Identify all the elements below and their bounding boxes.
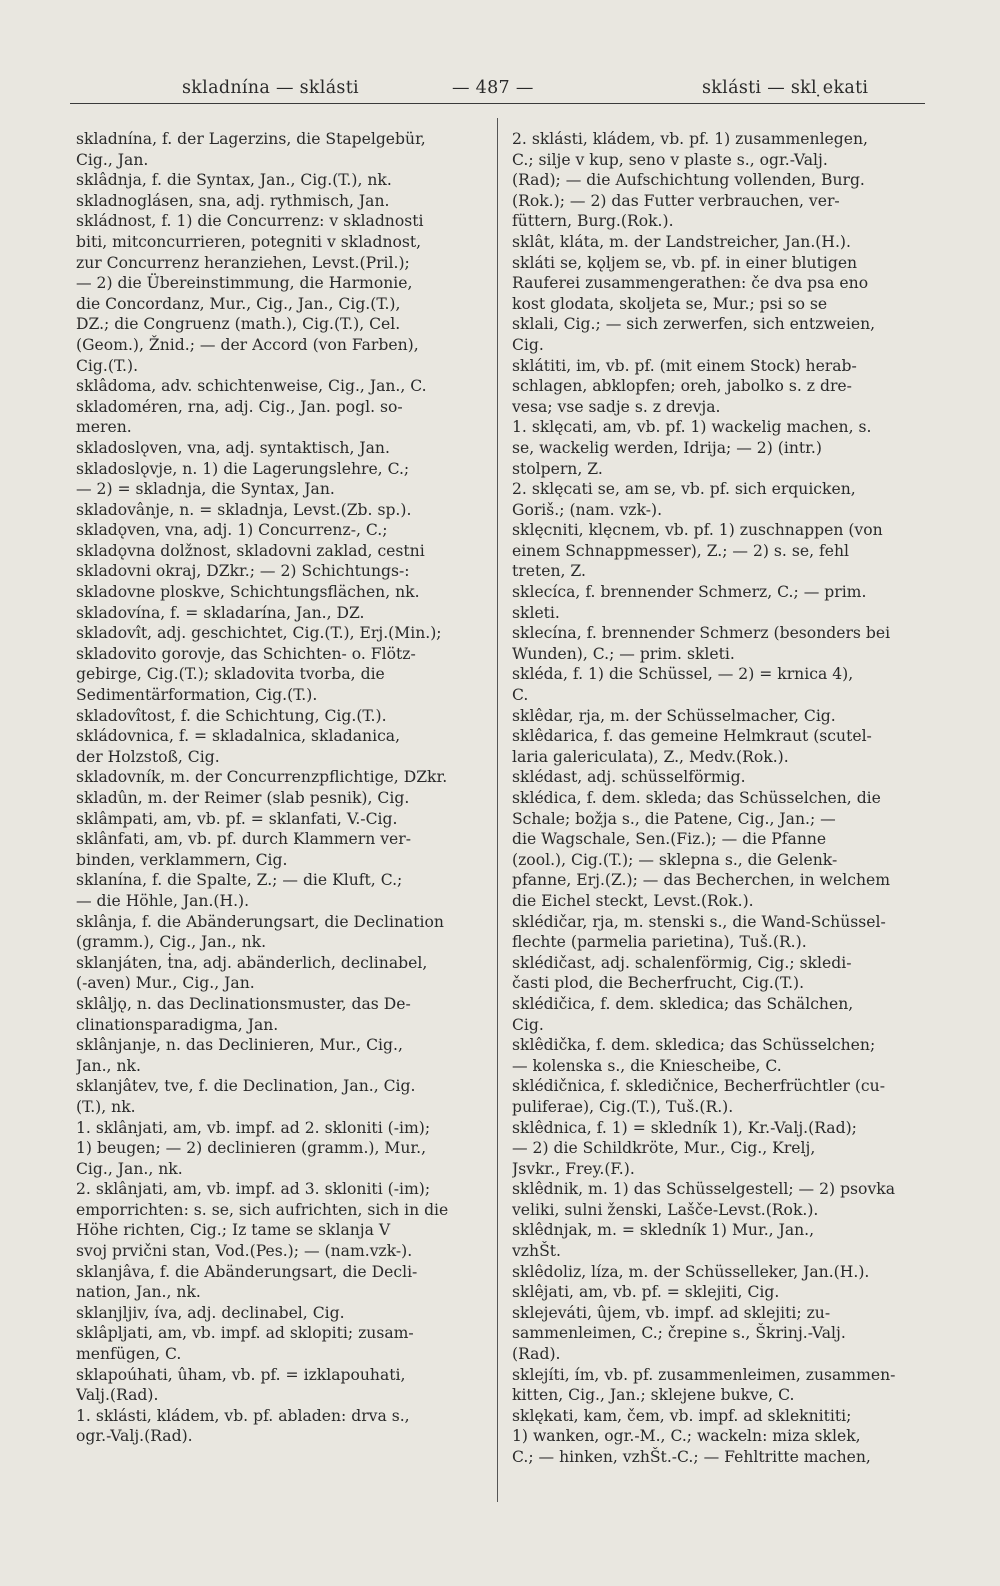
text-line: 1. sklásti, kládem, vb. pf. abladen: drva s., [76, 1406, 410, 1425]
text-line: Jsvkr., Frey.(F.). [512, 1159, 635, 1178]
text-line: (-aven) Mur., Cig., Jan. [76, 974, 255, 993]
text-line: Wunden), C.; — prim. skleti. [512, 644, 735, 663]
text-line: binden, verklammern, Cig. [76, 850, 288, 869]
text-line: sklêjati, am, vb. pf. = sklejiti, Cig. [512, 1283, 780, 1302]
text-line: skladǫven, vna, adj. 1) Concurrenz-, C.; [76, 521, 388, 540]
text-line: 2. sklânjati, am, vb. impf. ad 3. skloniti (-im); [76, 1180, 431, 1199]
text-line: puliferae), Cig.(T.), Tuš.(R.). [512, 1097, 734, 1116]
text-line: sklâpljati, am, vb. impf. ad sklopiti; zusam- [76, 1324, 414, 1343]
text-line: — 2) = skladnja, die Syntax, Jan. [76, 480, 335, 499]
text-line: svoj prvični stan, Vod.(Pes.); — (nam.vzk-). [76, 1242, 413, 1261]
text-line: skladoslǫven, vna, adj. syntaktisch, Jan. [76, 438, 390, 457]
text-line: vesa; vse sadje s. z drevja. [512, 397, 721, 416]
text-line: sklecíca, f. brennender Schmerz, C.; — prim. [512, 583, 867, 602]
text-line: skladovni okraj, DZkr.; — 2) Schichtungs-: [76, 562, 410, 581]
text-line: skladnína, f. der Lagerzins, die Stapelgebür, [76, 130, 426, 148]
text-line: 1) wanken, ogr.-M., C.; wackeln: miza sklek, [512, 1427, 861, 1446]
text-line: C. [512, 686, 529, 705]
text-line: skládnost, f. 1) die Concurrenz: v skladnosti [76, 212, 424, 231]
text-line: sklâmpati, am, vb. pf. = sklanfati, V.-Cig. [76, 809, 398, 828]
text-line: 1. sklânjati, am, vb. impf. ad 2. skloniti (-im); [76, 1118, 431, 1137]
text-line: Valj.(Rad). [76, 1386, 159, 1405]
text-line: sklanjâva, f. die Abänderungsart, die Decli- [76, 1262, 418, 1281]
text-line: skléda, f. 1) die Schüssel, — 2) = krnica 4), [512, 665, 854, 684]
text-line: skladnoglásen, sna, adj. rythmisch, Jan. [76, 191, 390, 210]
text-line: Goriš.; (nam. vzk-). [512, 500, 663, 519]
text-line: C.; silje v kup, seno v plaste s., ogr.-Valj. [512, 150, 828, 169]
text-line: nation, Jan., nk. [76, 1283, 201, 1302]
text-line: sklânjanje, n. das Declinieren, Mur., Cig., [76, 1036, 403, 1055]
text-line: kitten, Cig., Jan.; sklejene bukve, C. [512, 1386, 795, 1405]
text-line: — 2) die Übereinstimmung, die Harmonie, [76, 274, 413, 293]
text-line: časti plod, die Becherfrucht, Cig.(T.). [512, 974, 805, 993]
text-line: Cig., Jan. [76, 150, 149, 169]
text-line: (gramm.), Cig., Jan., nk. [76, 933, 267, 952]
text-line: treten, Z. [512, 562, 586, 581]
text-line: füttern, Burg.(Rok.). [512, 212, 674, 231]
text-line: C.; — hinken, vzhŠt.-C.; — Fehltritte machen, [512, 1448, 871, 1466]
text-line: sklêdnik, m. 1) das Schüsselgestell; — 2) psovka [512, 1180, 895, 1199]
text-line: (T.), nk. [76, 1097, 136, 1116]
text-line: zur Concurrenz heranziehen, Levst.(Pril.); [76, 253, 410, 272]
text-line: skladovník, m. der Concurrenzpflichtige, DZkr. [76, 768, 448, 787]
text-line: Sedimentärformation, Cig.(T.). [76, 686, 318, 705]
text-line: sklali, Cig.; — sich zerwerfen, sich entzweien, [512, 315, 876, 334]
header-right-guideword: sklásti — skl ̣ekati [702, 78, 869, 98]
text-line: sklanjâtev, tve, f. die Declination, Jan., Cig. [76, 1077, 416, 1096]
text-line: Rauferei zusammengerathen: če dva psa eno [512, 274, 869, 293]
text-line: veliki, sulni ženski, Lašče-Levst.(Rok.). [512, 1200, 819, 1219]
text-line: 1. sklęcati, am, vb. pf. 1) wackelig machen, s. [512, 418, 872, 437]
text-line: sklâdnja, f. die Syntax, Jan., Cig.(T.), nk. [76, 171, 392, 190]
text-line: die Wagschale, Sen.(Fiz.); — die Pfanne [512, 830, 827, 849]
text-line: sklânfati, am, vb. pf. durch Klammern ver- [76, 830, 411, 849]
header-rule [70, 103, 925, 104]
text-line: sklanjljiv, íva, adj. declinabel, Cig. [76, 1303, 345, 1322]
text-line: DZ.; die Congruenz (math.), Cig.(T.), Cel. [76, 315, 401, 334]
page-header [70, 78, 925, 104]
text-line: sammenleimen, C.; črepine s., Škrinj.-Valj. [512, 1324, 846, 1343]
text-line: sklêdar, rja, m. der Schüsselmacher, Cig. [512, 706, 836, 725]
text-line: skladǫvna dolžnost, skladovni zaklad, cestni [76, 541, 425, 560]
text-line: skladovît, adj. geschichtet, Cig.(T.), Erj.(Min.); [76, 624, 442, 643]
text-line: vzhŠt. [512, 1242, 561, 1261]
text-line: Cig., Jan., nk. [76, 1159, 183, 1178]
text-line: Schale; božja s., die Patene, Cig., Jan.; — [512, 809, 836, 828]
text-line: (Rok.); — 2) das Futter verbrauchen, ver- [512, 191, 840, 210]
text-line: der Holzstoß, Cig. [76, 747, 220, 766]
text-line: sklękati, kam, čem, vb. impf. ad skleknititi; [512, 1406, 852, 1425]
text-line: skladovne ploskve, Schichtungsflächen, nk. [76, 583, 420, 602]
page-number: — 487 — [452, 78, 534, 98]
text-line: — 2) die Schildkröte, Mur., Cig., Krelj, [512, 1139, 816, 1158]
text-line: sklâljǫ, n. das Declinationsmuster, das De- [76, 994, 411, 1013]
text-line: skladovito gorovje, das Schichten- o. Flötz- [76, 644, 416, 663]
text-line: — die Höhle, Jan.(H.). [76, 891, 250, 910]
text-line: sklanína, f. die Spalte, Z.; — die Kluft, C.; [76, 871, 403, 890]
text-line: skleti. [512, 603, 560, 622]
text-line: Höhe richten, Cig.; Iz tame se sklanja V [76, 1221, 391, 1240]
text-line: sklęcniti, klęcnem, vb. pf. 1) zuschnappen (von [512, 521, 883, 540]
text-line: sklejeváti, ûjem, vb. impf. ad sklejiti; zu- [512, 1303, 831, 1322]
text-line: Jan., nk. [76, 1056, 141, 1075]
text-line: gebirge, Cig.(T.); skladovita tvorba, die [76, 665, 385, 684]
text-line: sklédičar, rja, m. stenski s., die Wand-Schüssel- [512, 912, 886, 931]
text-line: menfügen, C. [76, 1345, 182, 1364]
text-line: skládovnica, f. = skladalnica, skladanica, [76, 727, 401, 746]
text-line: sklêdička, f. dem. skledica; das Schüsselchen; [512, 1036, 876, 1055]
text-line: die Concordanz, Mur., Cig., Jan., Cig.(T.), [76, 294, 401, 313]
text-line: (Rad); — die Aufschichtung vollenden, Burg. [512, 171, 865, 190]
text-line: (Geom.), Žnid.; — der Accord (von Farben), [76, 335, 419, 354]
text-line: Cig.(T.). [76, 356, 139, 375]
text-line: skladovína, f. = skladarína, Jan., DZ. [76, 603, 365, 622]
text-line: skladûn, m. der Reimer (slab pesnik), Cig. [76, 789, 410, 807]
text-line: skladovîtost, f. die Schichtung, Cig.(T.). [76, 706, 387, 725]
text-line: (zool.), Cig.(T.); — sklepna s., die Gelenk- [512, 850, 838, 869]
text-line: skladoslǫvje, n. 1) die Lagerungslehre, C.; [76, 459, 410, 478]
text-line: laria galericulata), Z., Medv.(Rok.). [512, 747, 789, 766]
text-line: flechte (parmelia parietina), Tuš.(R.). [512, 933, 807, 952]
text-line: Cig. [512, 1015, 544, 1034]
text-line: meren. [76, 418, 132, 437]
text-line: sklâdoma, adv. schichtenweise, Cig., Jan., C. [76, 377, 427, 396]
text-line: emporrichten: s. se, sich aufrichten, sich in die [76, 1200, 449, 1219]
text-line: einem Schnappmesser), Z.; — 2) s. se, fehl [512, 541, 850, 560]
right-column [512, 129, 920, 1468]
text-line: (Rad). [512, 1345, 561, 1364]
text-line: die Eichel steckt, Levst.(Rok.). [512, 891, 754, 910]
text-line: sklecína, f. brennender Schmerz (besonders bei [512, 624, 891, 643]
text-line: sklêdarica, f. das gemeine Helmkraut (scutel- [512, 727, 872, 746]
text-line: 2. sklęcati se, am se, vb. pf. sich erquicken, [512, 480, 856, 499]
text-line: skladovânje, n. = skladnja, Levst.(Zb. sp.). [76, 500, 412, 519]
text-line: sklejíti, ím, vb. pf. zusammenleimen, zusammen- [512, 1365, 896, 1384]
text-line: sklapoúhati, ûham, vb. pf. = izklapouhati, [76, 1365, 406, 1384]
left-column [76, 129, 488, 1447]
text-line: Cig. [512, 335, 544, 354]
text-line: 2. sklásti, kládem, vb. pf. 1) zusammenlegen, [512, 130, 868, 148]
text-line: ogr.-Valj.(Rad). [76, 1427, 193, 1446]
text-line: sklédica, f. dem. skleda; das Schüsselchen, die [512, 789, 881, 807]
text-line: sklátiti, im, vb. pf. (mit einem Stock) herab- [512, 356, 857, 375]
text-line: skláti se, kǫljem se, vb. pf. in einer blutigen [512, 253, 858, 272]
text-line: sklédičnica, f. skledičnice, Becherfrüchtler (cu- [512, 1077, 885, 1096]
text-line: sklêdnjak, m. = skledník 1) Mur., Jan., [512, 1221, 815, 1240]
header-left-guideword: skladnína — sklásti [182, 78, 359, 98]
text-line: clinationsparadigma, Jan. [76, 1015, 279, 1034]
text-line: schlagen, abklopfen; oreh, jabolko s. z dre- [512, 377, 852, 396]
text-line: kost glodata, skoljeta se, Mur.; psi so se [512, 294, 828, 313]
text-line: — kolenska s., die Kniescheibe, C. [512, 1056, 782, 1075]
column-divider [497, 118, 498, 1502]
text-line: stolpern, Z. [512, 459, 603, 478]
text-line: sklêdoliz, líza, m. der Schüsselleker, Jan.(H.). [512, 1262, 870, 1281]
text-line: sklêdnica, f. 1) = skledník 1), Kr.-Valj.(Rad); [512, 1118, 857, 1137]
text-line: sklanjáten, ṫna, adj. abänderlich, declinabel, [76, 953, 428, 972]
text-line: sklédast, adj. schüsselförmig. [512, 768, 746, 787]
text-line: sklédičast, adj. schalenförmig, Cig.; skledi- [512, 953, 852, 972]
text-line: biti, mitconcurrieren, potegniti v skladnost, [76, 232, 422, 251]
text-line: sklédičica, f. dem. skledica; das Schälchen, [512, 994, 854, 1013]
text-line: skladoméren, rna, adj. Cig., Jan. pogl. so- [76, 397, 403, 416]
text-line: pfanne, Erj.(Z.); — das Becherchen, in welchem [512, 871, 891, 890]
text-line: sklânja, f. die Abänderungsart, die Declination [76, 912, 444, 931]
text-line: se, wackelig werden, Idrija; — 2) (intr.) [512, 438, 822, 457]
text-line: sklât, kláta, m. der Landstreicher, Jan.(H.). [512, 232, 851, 251]
text-line: 1) beugen; — 2) declinieren (gramm.), Mur., [76, 1139, 427, 1158]
